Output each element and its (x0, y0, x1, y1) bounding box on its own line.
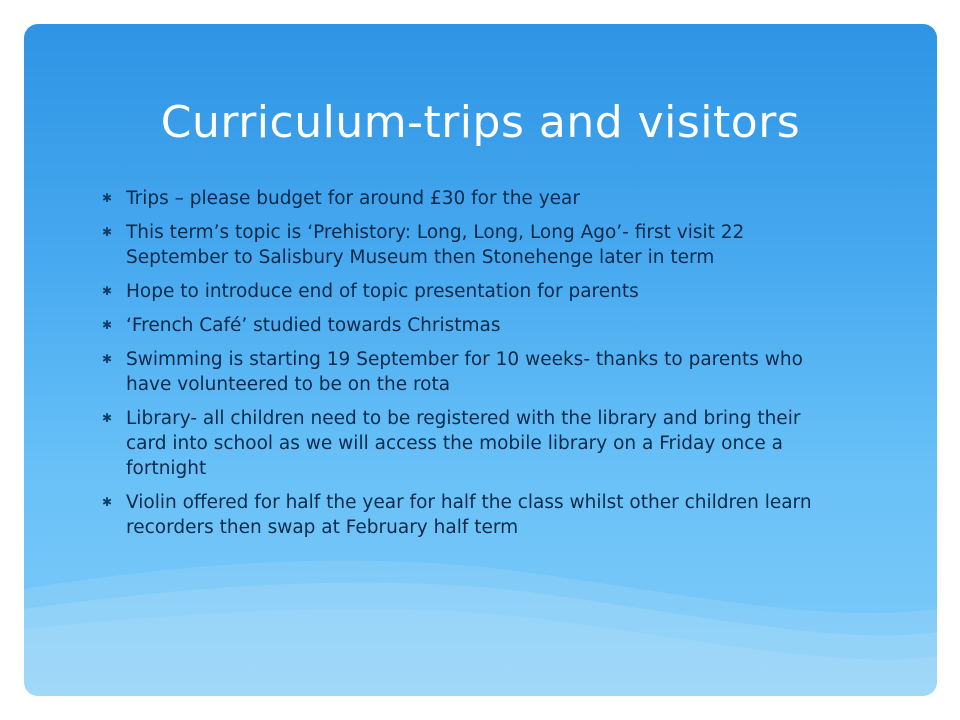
asterisk-icon: ✱ (102, 352, 113, 366)
bullet-item-library (102, 406, 814, 481)
asterisk-icon: ✱ (102, 191, 113, 205)
bullet-text: Library- all children need to be registered with the library and bring their card into school as we will access the mobile library on a Friday once a fortnight (126, 408, 801, 479)
bullet-list (102, 186, 814, 549)
asterisk-icon: ✱ (102, 225, 113, 239)
slide-card (24, 24, 937, 696)
slide-title: Curriculum-trips and visitors (160, 97, 801, 148)
asterisk-icon: ✱ (102, 411, 113, 425)
bullet-item-trips (102, 186, 814, 211)
bullet-text: This term’s topic is ‘Prehistory: Long, Long, Long Ago’- first visit 22 September to Salisbury Museum then Stonehenge later in term (126, 222, 745, 268)
bullet-text: Violin offered for half the year for half the class whilst other children learn recorders then swap at February half term (126, 492, 812, 538)
asterisk-icon: ✱ (102, 318, 113, 332)
bullet-item-topic (102, 220, 814, 270)
bullet-item-violin (102, 490, 814, 540)
bullet-item-french-cafe (102, 313, 814, 338)
bullet-item-swimming (102, 347, 814, 397)
bullet-text: ‘French Café’ studied towards Christmas (126, 315, 501, 336)
bullet-text: Trips – please budget for around £30 for the year (126, 188, 580, 209)
bullet-text: Hope to introduce end of topic presentation for parents (126, 281, 639, 302)
bullet-item-presentation (102, 279, 814, 304)
bullet-text: Swimming is starting 19 September for 10 weeks- thanks to parents who have volunteered to be on the rota (126, 349, 803, 395)
asterisk-icon: ✱ (102, 495, 113, 509)
asterisk-icon: ✱ (102, 284, 113, 298)
